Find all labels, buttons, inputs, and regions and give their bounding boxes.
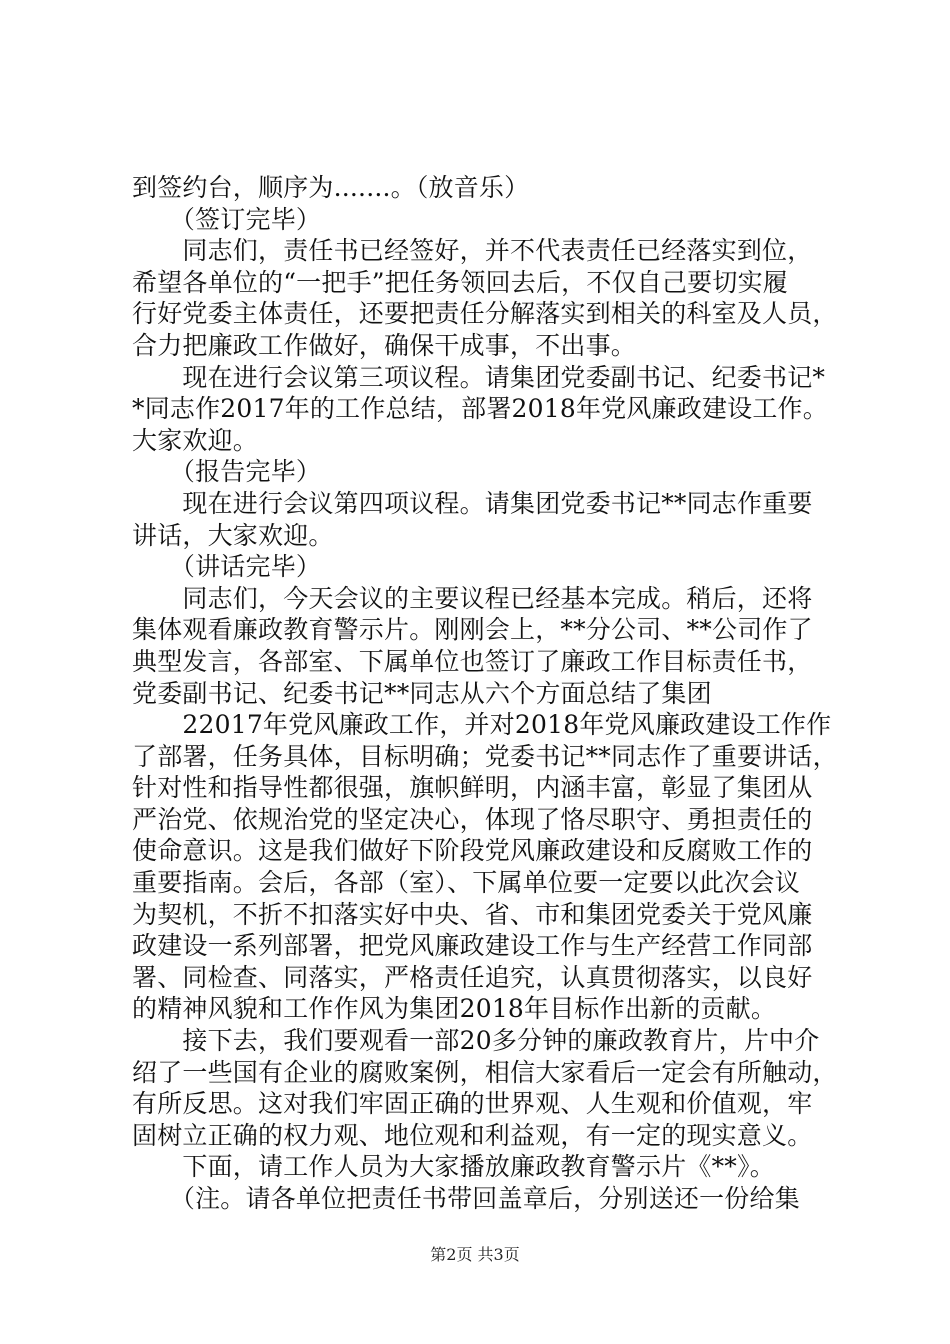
- text-line: 大家欢迎。: [132, 425, 259, 455]
- text-line: 重要指南。会后，各部（室）、下属单位要一定要以此次会议: [132, 868, 800, 898]
- document-body: [132, 172, 842, 1215]
- text-line: 同志们，责任书已经签好，并不代表责任已经落实到位，: [132, 236, 813, 266]
- text-line: 使命意识。这是我们做好下阶段党风廉政建设和反腐败工作的: [132, 836, 813, 866]
- text-line: 到签约台，顺序为.......。（放音乐）: [132, 173, 530, 202]
- text-line: 下面，请工作人员为大家播放廉政教育警示片《**》。: [132, 1152, 775, 1182]
- text-line: 行好党委主体责任，还要把责任分解落实到相关的科室及人员，: [132, 299, 838, 329]
- text-line: 政建设一系列部署，把党风廉政建设工作与生产经营工作同部: [132, 931, 813, 961]
- text-line: （报告完毕）: [132, 457, 322, 487]
- text-line: （签订完毕）: [132, 204, 322, 234]
- text-line: *同志作2017年的工作总结，部署2018年党风廉政建设工作。: [132, 394, 828, 424]
- text-line: 希望各单位的“一把手”把任务领回去后，不仅自己要切实履: [132, 267, 788, 297]
- text-line: 接下去，我们要观看一部20多分钟的廉政教育片，片中介: [132, 1026, 820, 1056]
- text-line: 22017年党风廉政工作，并对2018年党风廉政建设工作作: [132, 710, 832, 740]
- text-line: 典型发言，各部室、下属单位也签订了廉政工作目标责任书，: [132, 646, 813, 676]
- text-line: 同志们，今天会议的主要议程已经基本完成。稍后，还将: [132, 583, 813, 613]
- text-line: 合力把廉政工作做好，确保干成事，不出事。: [132, 330, 637, 360]
- text-line: 了部署，任务具体，目标明确；党委书记**同志作了重要讲话，: [132, 741, 838, 771]
- text-line: 绍了一些国有企业的腐败案例，相信大家看后一定会有所触动，: [132, 1057, 838, 1087]
- text-line: 现在进行会议第四项议程。请集团党委书记**同志作重要: [132, 488, 813, 518]
- text-line: 严治党、依规治党的坚定决心，体现了恪尽职守、勇担责任的: [132, 804, 813, 834]
- text-line: 固树立正确的权力观、地位观和利益观，有一定的现实意义。: [132, 1120, 813, 1150]
- text-line: （注。请各单位把责任书带回盖章后，分别送还一份给集: [132, 1184, 800, 1213]
- text-line: 署、同检查、同落实，严格责任追究，认真贯彻落实，以良好: [132, 962, 813, 992]
- text-line: 针对性和指导性都很强，旗帜鲜明，内涵丰富，彰显了集团从: [132, 773, 813, 803]
- text-line: 的精神风貌和工作作风为集团2018年目标作出新的贡献。: [132, 994, 777, 1024]
- text-line: 现在进行会议第三项议程。请集团党委副书记、纪委书记*: [132, 362, 826, 392]
- text-line: 有所反思。这对我们牢固正确的世界观、人生观和价值观，牢: [132, 1089, 813, 1119]
- page-number-footer: 第2页 共3页: [430, 1245, 520, 1264]
- text-line: 讲话，大家欢迎。: [132, 520, 334, 550]
- text-line: 为契机，不折不扣落实好中央、省、市和集团党委关于党风廉: [132, 899, 813, 929]
- text-line: 集体观看廉政教育警示片。刚刚会上，**分公司、**公司作了: [132, 615, 813, 645]
- text-line: （讲话完毕）: [132, 552, 322, 582]
- text-line: 党委副书记、纪委书记**同志从六个方面总结了集团: [132, 678, 712, 708]
